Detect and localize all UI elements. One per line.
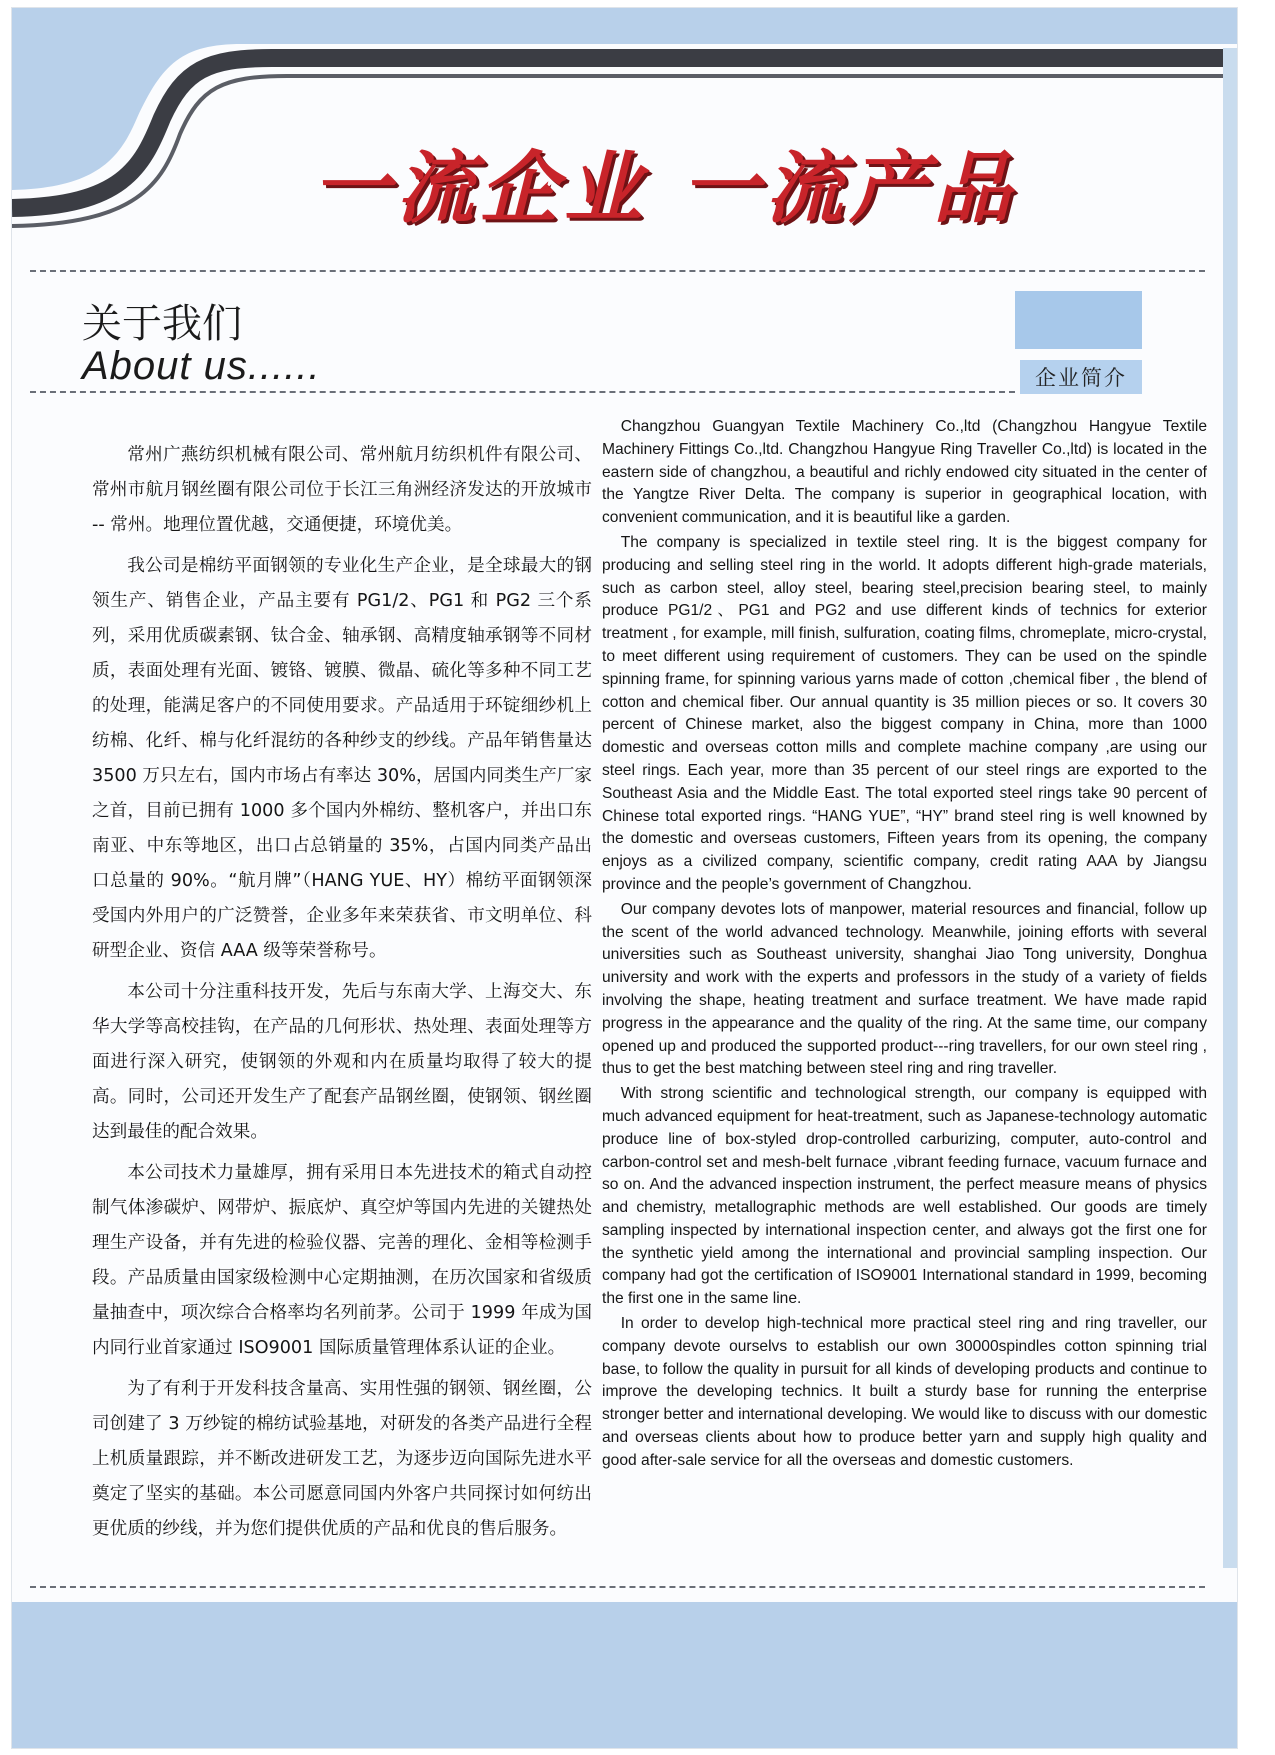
title-divider bbox=[30, 391, 1015, 393]
paragraph-cn: 我公司是棉纺平面钢领的专业化生产企业，是全球最大的钢领生产、销售企业，产品主要有 PG1/2、PG1 和 PG2 三个系列，采用优质碳素钢、钛合金、轴承钢、高精度轴承钢等不同材质，表面处理有光面、镀铬、镀膜、微晶、硫化等多种不同工艺的处理，能满足客户的不同使用要求。产品适用于环锭细纱机上纺棉、化纤、棉与化纤混纺的各种纱支的纱线。产品年销售量达 3500 万只左右，国内市场占有率达 30%，居国内同类生产厂家之首，目前已拥有 1000 多个国内外棉纺、整机客户，并出口东南亚、中东等地区，出口占总销量的 35%，占国内同类产品出口总量的 90%。“航月牌”（HANG YUE、HY）棉纺平面钢领深受国内外用户的广泛赞誉，企业多年来荣获省、市文明单位、科研型企业、资信 AAA 级等荣誉称号。 bbox=[92, 556, 592, 961]
paragraph-cn: 常州广燕纺织机械有限公司、常州航月纺织机件有限公司、常州市航月钢丝圈有限公司位于长江三角洲经济发达的开放城市 -- 常州。地理位置优越，交通便捷，环境优美。 bbox=[92, 445, 592, 535]
paragraph-cn: 本公司十分注重科技开发，先后与东南大学、上海交大、东华大学等高校挂钩，在产品的几何形状、热处理、表面处理等方面进行深入研究，使钢领的外观和内在质量均取得了较大的提高。同时，公司还开发生产了配套产品钢丝圈，使钢领、钢丝圈达到最佳的配合效果。 bbox=[92, 982, 592, 1142]
section-title-cn: 关于我们 bbox=[82, 301, 242, 347]
paragraph-en: Our company devotes lots of manpower, material resources and financial, follow up the scent of the world advanced technology. Meanwhile, joining efforts with several universities such as Southeast university, shanghai Jiao Tong university, Donghua university and work with the experts and professors in the study of a variety of fields involving the shape, heating treatment and surface treatment. We have made rapid progress in the appearance and the quality of the ring. At the same time, our company opened up and produced the supported product---ring travellers, for our own steel ring , thus to get the best matching between steel ring and ring traveller. bbox=[602, 900, 1207, 1078]
decorative-block bbox=[1015, 291, 1142, 349]
body-column-english bbox=[602, 416, 1207, 1475]
paragraph-cn: 为了有利于开发科技含量高、实用性强的钢领、钢丝圈，公司创建了 3 万纱锭的棉纺试验基地，对研发的各类产品进行全程上机质量跟踪，并不断改进研发工艺，为逐步迈向国际先进水平奠定了坚实的基础。本公司愿意同国内外客户共同探讨如何纺出更优质的纱线，并为您们提供优质的产品和优良的售后服务。 bbox=[92, 1379, 592, 1539]
paragraph-en: The company is specialized in textile steel ring. It is the biggest company for producing and selling steel ring in the world. It adopts different high-grade materials, such as carbon steel, alloy steel, bearing steel,precision bearing steel, to mainly produce PG1/2、PG1 and PG2 and use different kinds of technics for exterior treatment , for example, mill finish, sulfuration, coating films, chromeplate, micro-crystal, to meet different using requirement of customers. They can be used on the spindle spinning frame, for spinning various yarns made of cotton ,chemical fiber , the blend of cotton and chemical fiber. Our annual quantity is 35 million pieces or so. It covers 30 percent of Chinese market, also the biggest company in China, more than 1000 domestic and overseas cotton mills and complete machine company ,are using our steel rings. Each year, more than 35 percent of our steel rings are exported to the Southeast Asia and the Middle East. The total exported steel rings take 90 percent of Chinese total exported rings. “HANG YUE”, “HY” brand steel ring is well knowned by the domestic and overseas customers, Fifteen years from its opening, the company enjoys as a civilized company, scientific company, credit rating AAA by Jiangsu province and the people’s government of Changzhou. bbox=[602, 533, 1207, 893]
section-tag: 企业简介 bbox=[1020, 360, 1142, 394]
page-headline: 一流企业 一流产品 bbox=[312, 143, 1018, 234]
right-edge-band bbox=[1223, 48, 1237, 1568]
brochure-page bbox=[12, 8, 1237, 1748]
body-column-chinese bbox=[92, 438, 592, 1553]
paragraph-en: With strong scientific and technological strength, our company is equipped with much advanced equipment for heat-treatment, such as Japanese-technology automatic produce line of box-styled drop-controlled carburizing, computer, auto-control and carbon-control set and mesh-belt furnace ,vibrant feeding furnace, vacuum furnace and so on. And the advanced inspection instrument, the perfect measure means of physics and chemistry, metallographic methods are well established. Our goods are timely sampling inspected by international inspection center, and always got the first one for the synthetic yield among the international and provincial sampling inspection. Our company had got the certification of ISO9001 International standard in 1999, becoming the first one in the same line. bbox=[602, 1085, 1207, 1308]
section-title-en: About us...... bbox=[82, 344, 321, 388]
header-divider bbox=[30, 270, 1205, 272]
paragraph-en: In order to develop high-technical more practical steel ring and ring traveller, our company devote ourselvs to establish our own 30000spindles cotton spinning trial base, to follow the quality in pursuit for all kinds of developing products and continue to improve the developing technics. It built a sturdy base for running the enterprise stronger better and international developing. We would like to discuss with our domestic and overseas clients about how to produce better yarn and supply high quality and good after-sale service for all the overseas and domestic customers. bbox=[602, 1315, 1207, 1469]
footer-band bbox=[12, 1602, 1237, 1748]
paragraph-en: Changzhou Guangyan Textile Machinery Co.,ltd (Changzhou Hangyue Textile Machinery Fittings Co.,ltd. Changzhou Hangyue Ring Traveller Co.,ltd) is located in the eastern side of changzhou, a beautiful and richly endowed city situated in the center of the Yangtze River Delta. The company is superior in geographical location, with convenient communication, and it is beautiful like a garden. bbox=[602, 418, 1207, 527]
footer-divider bbox=[30, 1586, 1205, 1588]
paragraph-cn: 本公司技术力量雄厚，拥有采用日本先进技术的箱式自动控制气体渗碳炉、网带炉、振底炉、真空炉等国内先进的关键热处理生产设备，并有先进的检验仪器、完善的理化、金相等检测手段。产品质量由国家级检测中心定期抽测，在历次国家和省级质量抽查中，项次综合合格率均名列前茅。公司于 1999 年成为国内同行业首家通过 ISO9001 国际质量管理体系认证的企业。 bbox=[92, 1163, 592, 1358]
